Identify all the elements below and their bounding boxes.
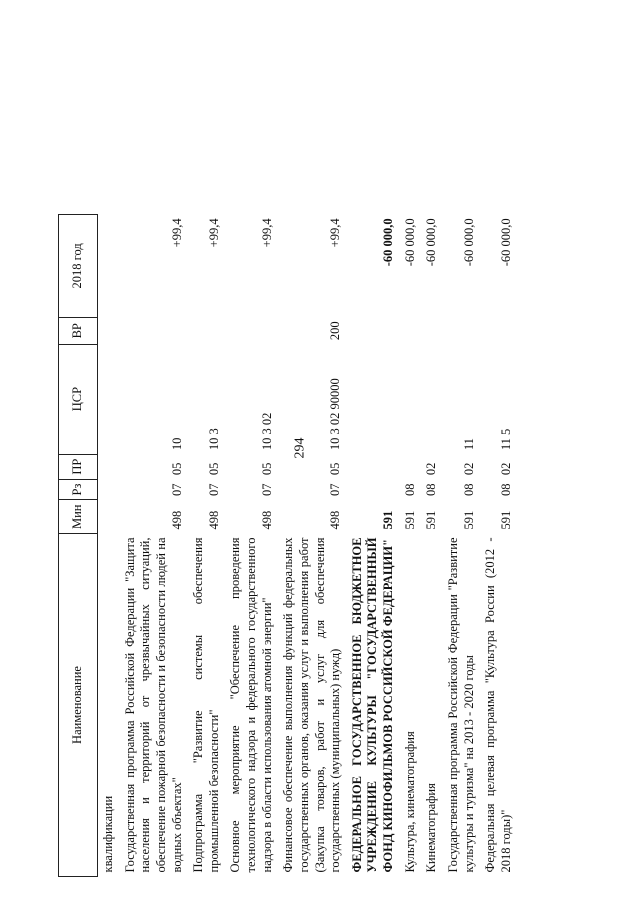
cell-vr xyxy=(225,317,278,344)
cell-csr xyxy=(347,344,400,454)
cell-name: Федеральная целевая программа "Культура России (2012 - 2018 годы)" xyxy=(483,537,513,873)
header-name: Наименование xyxy=(59,534,98,877)
cell-vr xyxy=(421,317,443,344)
cell-name: ФЕДЕРАЛЬНОЕ ГОСУДАРСТВЕННОЕ БЮДЖЕТНОЕ УЧРЕЖДЕНИЕ КУЛЬТУРЫ "ГОСУДАРСТВЕННЫЙ ФОНД КИНОФИЛЬМОВ РОССИЙСКОЙ ФЕДЕРАЦИИ" xyxy=(349,537,395,873)
cell-amount: -60 000,0 xyxy=(381,218,395,267)
cell-rz: 08 xyxy=(402,483,417,496)
cell-rz: 07 xyxy=(206,483,221,496)
header-pr: ПР xyxy=(59,454,98,479)
cell-min: 591 xyxy=(424,510,439,530)
table-row xyxy=(120,214,189,876)
cell-min: 591 xyxy=(381,510,395,530)
cell-min: 498 xyxy=(328,510,343,530)
cell-amount: +99,4 xyxy=(259,218,274,248)
cell-rz: 07 xyxy=(259,483,274,496)
page-number: 294 xyxy=(292,437,308,459)
cell-min: 498 xyxy=(169,510,184,530)
header-csr: ЦСР xyxy=(59,344,98,454)
cell-csr xyxy=(421,344,443,454)
budget-table xyxy=(58,214,517,877)
table-row xyxy=(278,214,347,876)
cell-amount: +99,4 xyxy=(169,218,184,248)
cell-rz: 08 xyxy=(498,483,513,496)
cell-vr xyxy=(347,317,400,344)
cell-name: Государственная программа Российской Федерации "Защита населения и территорий от чрезвычайных ситуаций, обеспечение пожарной безопасности и безопасности людей на водных объектах" xyxy=(122,537,184,873)
cell-name: Государственная программа Российской Федерации "Развитие культуры и туризма" на 2013 - 2020 годы xyxy=(445,537,476,873)
cell-rz xyxy=(98,479,120,500)
cell-name: Кинематография xyxy=(424,783,439,873)
cell-vr xyxy=(443,317,480,344)
cell-min: 591 xyxy=(402,510,417,530)
table-header-row xyxy=(59,214,98,876)
table-row xyxy=(225,214,278,876)
cell-amount: +99,4 xyxy=(206,218,221,248)
cell-csr: 10 3 xyxy=(206,428,221,451)
cell-min xyxy=(98,500,120,534)
cell-rz: 07 xyxy=(169,483,184,496)
header-year: 2018 год xyxy=(59,214,98,317)
table-row xyxy=(421,214,443,876)
cell-name: Подпрограмма "Развитие системы обеспечения промышленной безопасности" xyxy=(191,537,221,873)
cell-vr xyxy=(188,317,225,344)
table-row xyxy=(188,214,225,876)
cell-rz xyxy=(347,479,400,500)
cell-csr xyxy=(400,344,422,454)
cell-vr xyxy=(98,317,120,344)
cell-min: 591 xyxy=(461,510,476,530)
cell-min: 498 xyxy=(206,510,221,530)
cell-pr: 05 xyxy=(328,462,343,476)
table-row xyxy=(98,214,120,876)
cell-amount xyxy=(98,214,120,317)
cell-csr: 11 xyxy=(461,438,476,451)
cell-pr: 05 xyxy=(206,462,221,476)
cell-pr: 02 xyxy=(424,462,439,476)
cell-min: 498 xyxy=(259,510,274,530)
header-min: Мин xyxy=(59,500,98,534)
cell-pr: 05 xyxy=(259,462,274,476)
cell-csr: 11 5 xyxy=(498,428,513,451)
cell-min: 591 xyxy=(498,510,513,530)
cell-name: Основное мероприятие "Обеспечение проведения технологического надзора и федерального государственного надзора в области использования атомной энергии" xyxy=(228,537,274,873)
cell-rz: 07 xyxy=(328,483,343,496)
cell-csr xyxy=(98,344,120,454)
cell-amount: -60 000,0 xyxy=(461,218,476,267)
cell-csr: 10 xyxy=(169,437,184,451)
cell-amount: +99,4 xyxy=(328,218,343,248)
cell-vr: 200 xyxy=(328,321,343,341)
cell-amount: -60 000,0 xyxy=(498,218,513,267)
cell-rz: 08 xyxy=(461,483,476,496)
table-row xyxy=(400,214,422,876)
cell-pr: 02 xyxy=(461,462,476,476)
cell-pr xyxy=(98,454,120,479)
cell-name: квалификации xyxy=(101,795,115,873)
cell-pr xyxy=(400,454,422,479)
cell-amount: -60 000,0 xyxy=(402,218,417,267)
cell-vr xyxy=(480,317,517,344)
cell-pr: 05 xyxy=(169,462,184,476)
cell-vr xyxy=(400,317,422,344)
table-row xyxy=(443,214,480,876)
table-row xyxy=(347,214,400,876)
cell-csr: 10 3 02 xyxy=(259,412,274,451)
cell-pr: 02 xyxy=(498,462,513,476)
header-rz: Рз xyxy=(59,479,98,500)
cell-rz: 08 xyxy=(424,483,439,496)
cell-amount: -60 000,0 xyxy=(424,218,439,267)
cell-vr xyxy=(120,317,189,344)
cell-name: Финансовое обеспечение выполнения функций федеральных государственных органов, оказания услуг и выполнения работ (Закупка товаров, работ и услуг для обеспечения государственных (муниципальных) нужд) xyxy=(281,537,343,873)
header-vr: ВР xyxy=(59,317,98,344)
cell-csr: 10 3 02 90000 xyxy=(328,378,343,451)
cell-pr xyxy=(347,454,400,479)
table-row xyxy=(480,214,517,876)
cell-name: Культура, кинематография xyxy=(402,731,417,873)
